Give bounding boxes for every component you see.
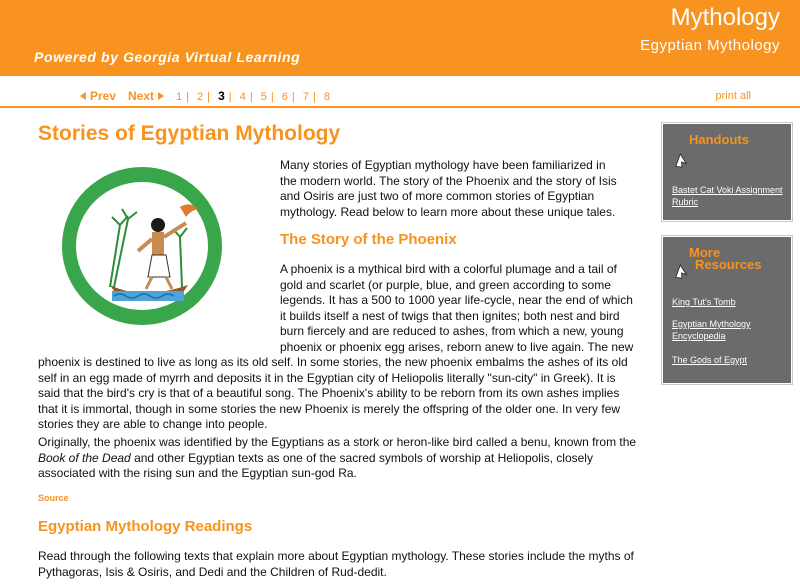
page-link-4[interactable]: 4 — [239, 91, 246, 103]
resource-link-encyclopedia[interactable]: Egyptian Mythology Encyclopedia — [672, 319, 751, 341]
phoenix-heading: The Story of the Phoenix — [280, 231, 457, 248]
resource-link-king-tut[interactable]: King Tut's Tomb — [672, 297, 736, 307]
site-tagline: Powered by Georgia Virtual Learning — [34, 49, 301, 65]
page-separator: | — [312, 91, 316, 103]
phoenix-paragraph — [38, 262, 638, 433]
prev-link[interactable] — [80, 89, 116, 103]
page-numbers — [176, 89, 334, 103]
page-link-1[interactable]: 1 — [176, 91, 183, 103]
more-title-line2: Resources — [695, 257, 762, 272]
readings-paragraph: Read through the following texts that explain more about Egyptian mythology. These stories include the myths of Pythagoras, Isis & Osiris, and Dedi and the Children of Rud-dedit. — [38, 549, 634, 579]
page-title: Stories of Egyptian Mythology — [38, 122, 341, 145]
page-separator: | — [228, 91, 232, 103]
site-header — [0, 0, 800, 76]
page-link-2[interactable]: 2 — [197, 91, 204, 103]
benu-text-1: Originally, the phoenix was identified by the Egyptians as a stork or heron-like bird called a benu, known from the — [38, 435, 637, 449]
page-link-6[interactable]: 6 — [281, 91, 288, 103]
more-title-line1: More — [689, 245, 721, 260]
print-all-link[interactable]: print all — [715, 90, 751, 102]
more-resources-box — [663, 237, 791, 383]
handouts-box — [663, 124, 791, 220]
next-link[interactable] — [128, 89, 164, 103]
site-subtitle: Egyptian Mythology — [640, 37, 780, 54]
readings-heading: Egyptian Mythology Readings — [38, 518, 253, 535]
page-link-5[interactable]: 5 — [260, 91, 267, 103]
current-page: 3 — [218, 89, 225, 103]
page-separator: | — [270, 91, 274, 103]
page-link-7[interactable]: 7 — [302, 91, 309, 103]
page-separator: | — [249, 91, 253, 103]
float-spacer — [38, 262, 280, 354]
page-separator: | — [186, 91, 189, 103]
phoenix-text: A phoenix is a mythical bird with a colorful plumage and a tail of gold and scarlet (or purple, blue, and green according to some legends. It has a 500 to 1000 year life-cycle, near the end of which it builds itself a nest of twigs that then ignites; both nest and bird burn fiercely and are reduced to ashes, from which a new, young phoenix or phoenix egg arises, reborn anew to live again. The new phoenix is destined to live as long as its old self. In some stories, the new phoenix embalms the ashes of its old self in an egg made of myrrh and deposits it in the Egyptian city of Heliopolis literally "sun-city" in Greek). It is said that the bird's cry is that of a beautiful song. The Phoenix's ability to be reborn from its own ashes implies that it is immortal, though in some stories the new Phoenix is merely the offspring of the older one. In very few stories they are able to change into people. — [38, 262, 634, 431]
benu-paragraph — [38, 435, 638, 482]
source-link[interactable]: Source — [38, 493, 69, 503]
cursor-icon — [675, 263, 689, 281]
cursor-icon — [675, 152, 689, 170]
page-separator: | — [291, 91, 295, 103]
handouts-title: Handouts — [689, 132, 749, 147]
next-label: Next — [128, 89, 155, 103]
benu-text-2: and other Egyptian texts as one of the sacred symbols of worship at Heliopolis, closely associated with the rising sun and the Egyptian sun-god Ra. — [38, 450, 593, 480]
site-title: Mythology — [670, 4, 780, 31]
page-link-8[interactable]: 8 — [323, 91, 331, 103]
arrow-right-icon — [158, 92, 164, 100]
page-navigation — [0, 84, 800, 108]
book-of-the-dead: Book of the Dead — [38, 450, 131, 465]
page-separator: | — [207, 91, 211, 103]
intro-paragraph: Many stories of Egyptian mythology have been familiarized in the modern world. The story of the Phoenix and the story of Isis and Osiris are just two of more common stories of Egyptian mythology. Read below to learn more about these unique tales. — [280, 158, 617, 219]
handout-link-bastet-rubric[interactable]: Bastet Cat Voki Assignment Rubric — [672, 185, 783, 207]
arrow-left-icon — [80, 92, 86, 100]
prev-label: Prev — [90, 89, 117, 103]
resource-link-gods-of-egypt[interactable]: The Gods of Egypt — [672, 355, 748, 365]
